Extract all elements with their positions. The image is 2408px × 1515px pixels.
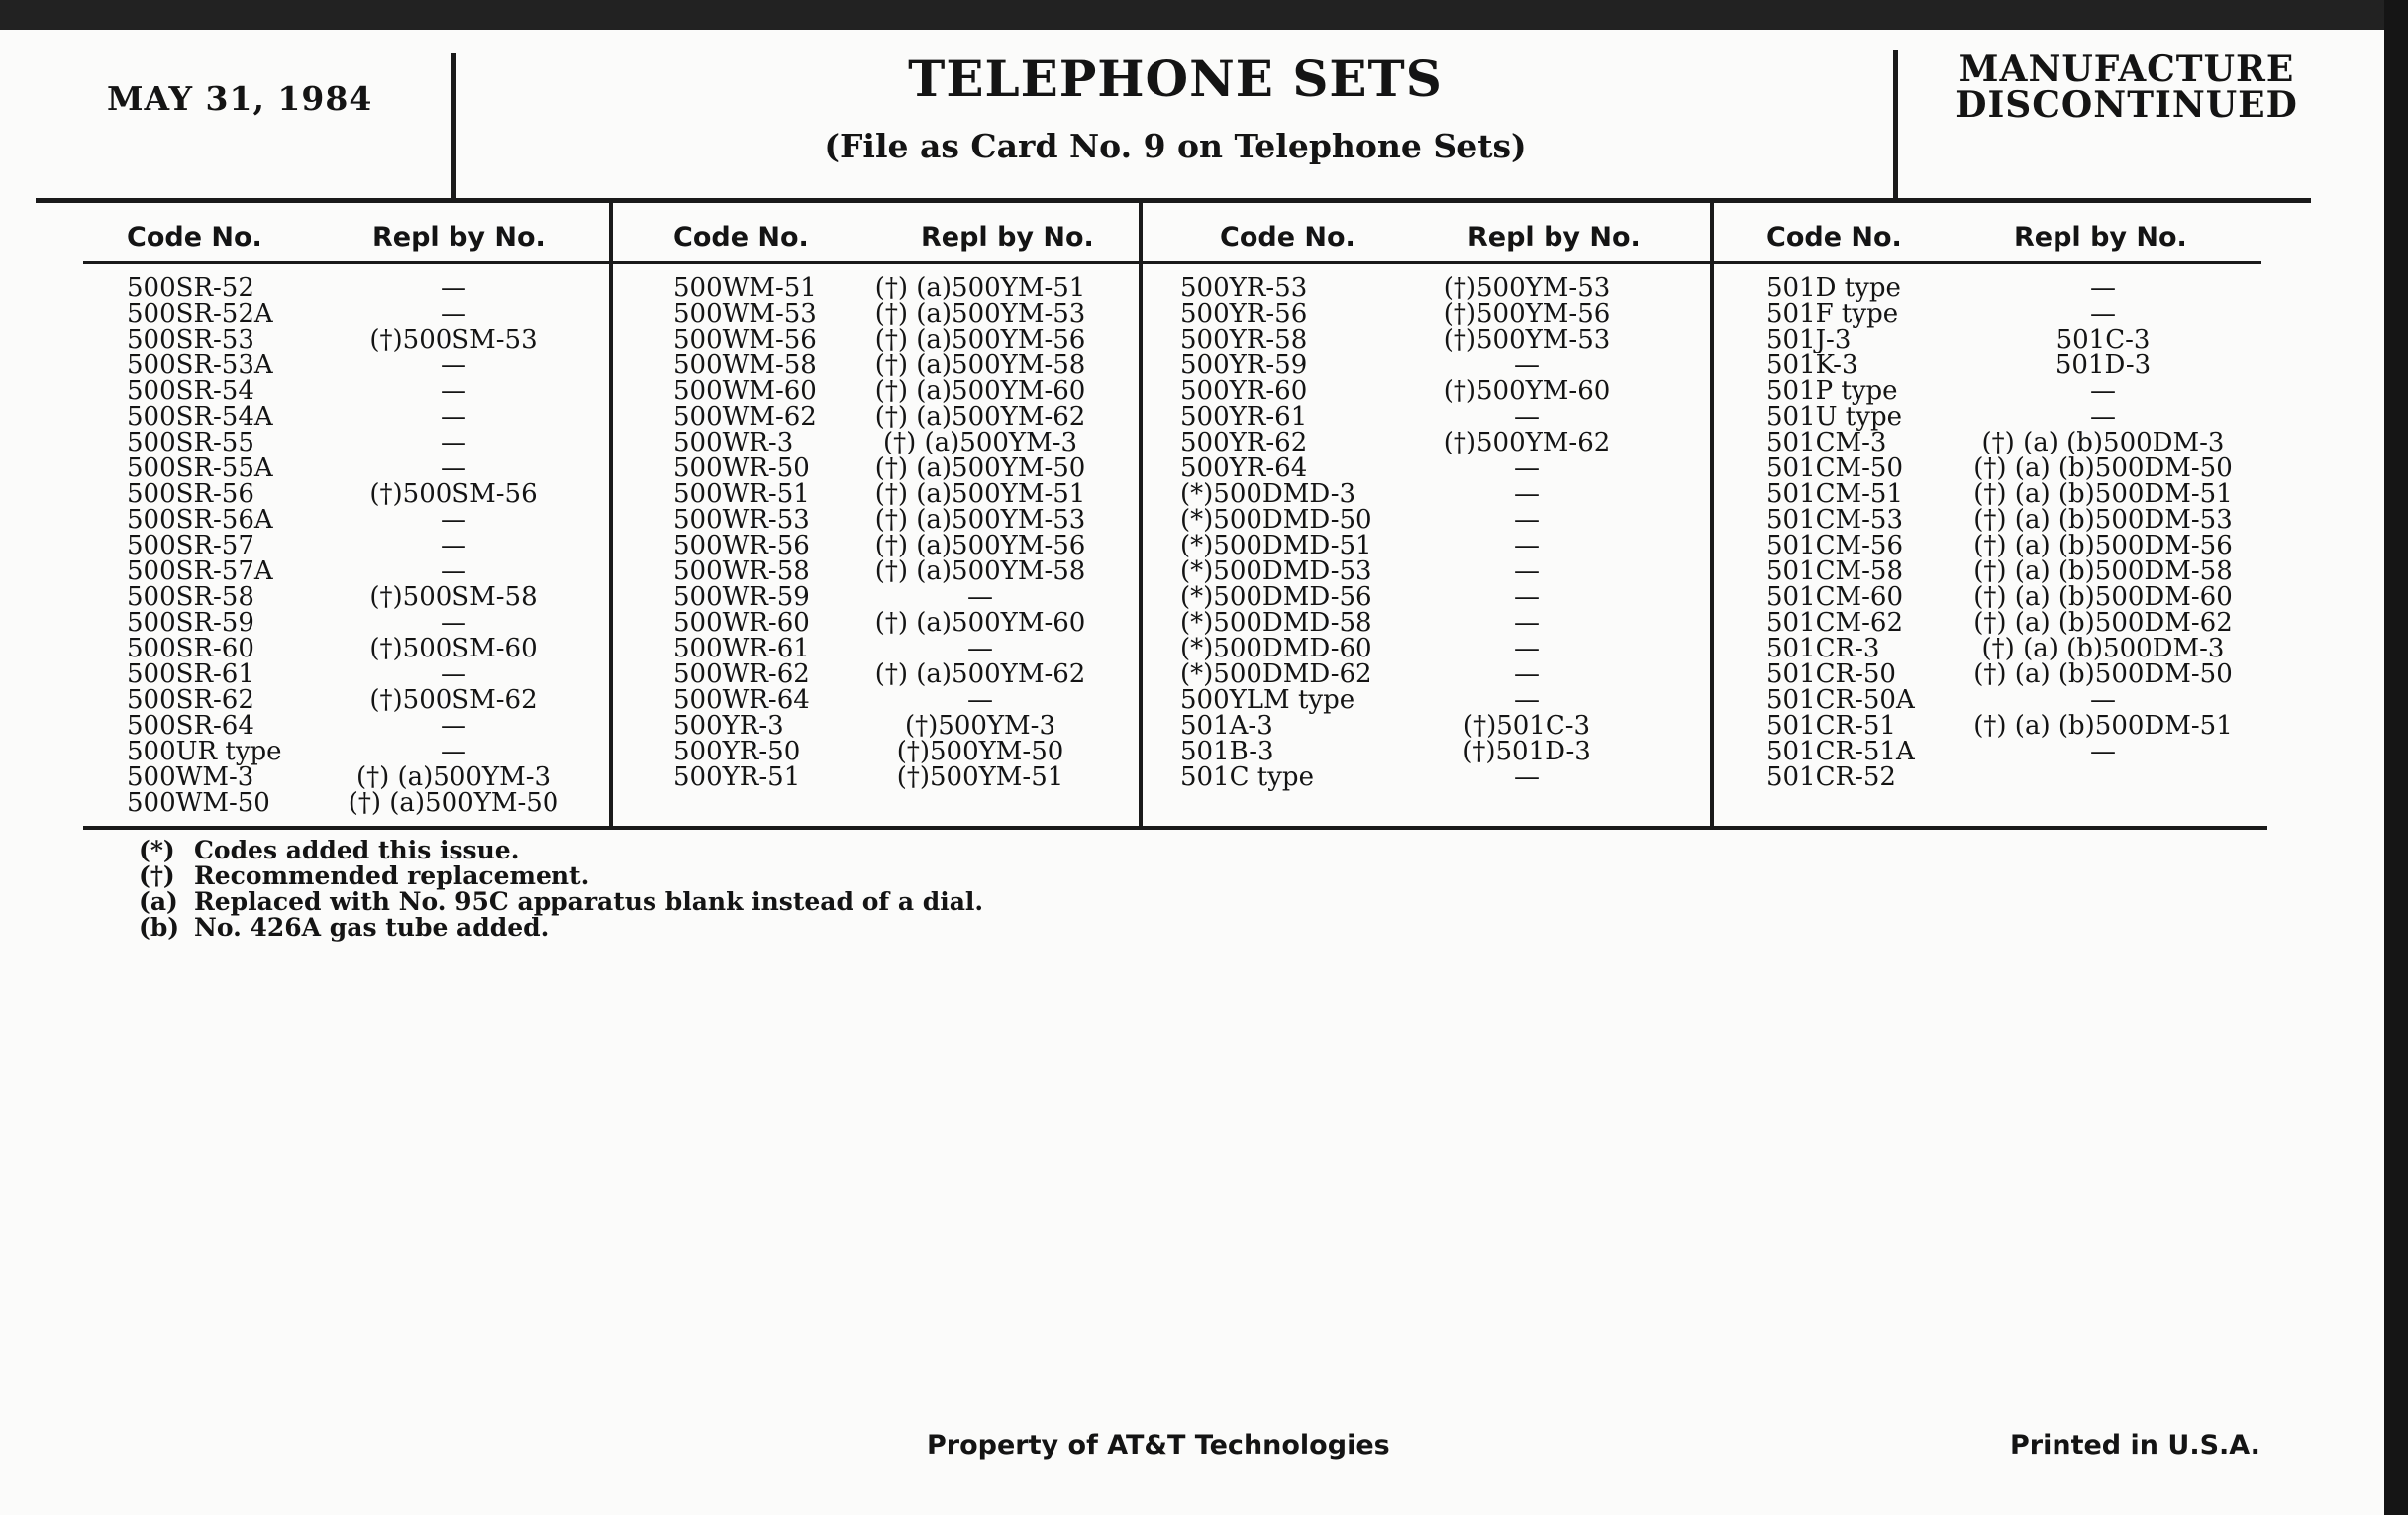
table-row [1766, 764, 2261, 790]
footnote-mark: (b) [139, 913, 180, 942]
code-cell: 500WR-56 [673, 531, 810, 560]
replacement-cell: (†) (a)500YM-62 [874, 659, 1086, 689]
header-divider-left [452, 53, 456, 202]
table-row [127, 404, 592, 430]
table-row [1180, 378, 1695, 404]
code-cell: (*)500DMD-56 [1180, 582, 1372, 612]
replacement-cell: (†) (a) (b)500DM-50 [1973, 454, 2233, 483]
footnote-mark: (†) [139, 861, 175, 890]
code-cell: 500YR-61 [1180, 402, 1308, 432]
replacement-cell: — [441, 273, 466, 303]
code-cell: 501CR-50 [1766, 659, 1896, 689]
table-row [127, 430, 592, 455]
footnote [139, 889, 983, 915]
table-row [673, 301, 1129, 327]
code-cell: 501CM-60 [1766, 582, 1904, 612]
table-row [1766, 533, 2261, 558]
footnote-text: Codes added this issue. [194, 836, 520, 864]
replacement-cell: (†)500YM-53 [1443, 325, 1611, 354]
table-row [1766, 610, 2261, 636]
replacement-cell: — [1514, 608, 1540, 638]
table-row [1766, 353, 2261, 378]
table-row [673, 455, 1129, 481]
table-row [127, 764, 592, 790]
col3-repl-header: Repl by No. [1467, 222, 1641, 252]
replacement-cell: (†) (a)500YM-58 [874, 351, 1086, 380]
table-row [673, 558, 1129, 584]
replacement-cell: — [441, 556, 466, 586]
table-bottom-rule [83, 826, 2267, 830]
table-row [127, 739, 592, 764]
replacement-cell: (†) (a) (b)500DM-51 [1973, 479, 2233, 509]
footnote-text: Recommended replacement. [194, 861, 590, 890]
code-cell: 501P type [1766, 376, 1898, 406]
table-row [673, 481, 1129, 507]
table-row [673, 353, 1129, 378]
replacement-cell: — [1514, 685, 1540, 715]
table-row [673, 378, 1129, 404]
replacement-cell: — [2090, 685, 2116, 715]
column-divider-1 [609, 202, 613, 826]
table-row [127, 507, 592, 533]
replacement-cell: — [967, 582, 993, 612]
table-row [127, 713, 592, 739]
code-cell: 500SR-56 [127, 479, 254, 509]
code-cell: 501CM-56 [1766, 531, 1904, 560]
table-row [1180, 404, 1695, 430]
code-cell: 501CM-3 [1766, 428, 1887, 457]
table-row [1766, 481, 2261, 507]
table-row [1766, 558, 2261, 584]
table-row [673, 327, 1129, 353]
replacement-cell: — [441, 737, 466, 766]
code-cell: 500WR-58 [673, 556, 810, 586]
replacement-cell: — [2090, 299, 2116, 329]
col1-code-header: Code No. [127, 222, 262, 252]
replacement-cell: — [967, 685, 993, 715]
table-row [1766, 404, 2261, 430]
table-row [1180, 739, 1695, 764]
table-row [1180, 636, 1695, 661]
table-row [127, 636, 592, 661]
replacement-cell: (†)500YM-60 [1443, 376, 1611, 406]
code-cell: 500YR-59 [1180, 351, 1308, 380]
replacement-cell: — [1514, 454, 1540, 483]
code-cell: 500SR-55 [127, 428, 254, 457]
code-cell: 500WR-59 [673, 582, 810, 612]
replacement-cell: — [1514, 531, 1540, 560]
replacement-cell: (†) (a) (b)500DM-3 [1981, 428, 2225, 457]
table-row [673, 584, 1129, 610]
table-column-3 [1180, 275, 1695, 790]
table-row [673, 275, 1129, 301]
code-cell: 500SR-53A [127, 351, 273, 380]
table-row [127, 327, 592, 353]
replacement-cell: (†)500YM-50 [896, 737, 1064, 766]
printed-notice: Printed in U.S.A. [2010, 1430, 2260, 1461]
document-title: TELEPHONE SETS [908, 50, 1443, 108]
code-cell: 500YR-56 [1180, 299, 1308, 329]
scan-border-top [0, 0, 2408, 30]
column-divider-2 [1139, 202, 1143, 826]
code-cell: 501F type [1766, 299, 1899, 329]
table-row [1180, 353, 1695, 378]
code-cell: 500WR-60 [673, 608, 810, 638]
table-row [1766, 378, 2261, 404]
replacement-cell: — [1514, 582, 1540, 612]
table-row [673, 687, 1129, 713]
column-header-rule [83, 261, 2261, 264]
code-cell: 501K-3 [1766, 351, 1858, 380]
code-cell: 501CM-50 [1766, 454, 1904, 483]
code-cell: 501CR-3 [1766, 634, 1880, 663]
code-cell: 501A-3 [1180, 711, 1273, 741]
code-cell: 500SR-52A [127, 299, 273, 329]
replacement-cell: — [441, 376, 466, 406]
table-row [1180, 430, 1695, 455]
table-row [673, 764, 1129, 790]
code-cell: 500SR-61 [127, 659, 254, 689]
table-row [673, 739, 1129, 764]
table-row [127, 661, 592, 687]
replacement-cell: — [441, 454, 466, 483]
code-cell: (*)500DMD-58 [1180, 608, 1372, 638]
code-cell: 500SR-52 [127, 273, 254, 303]
col4-repl-header: Repl by No. [2014, 222, 2187, 252]
code-cell: 500WM-3 [127, 762, 254, 792]
replacement-cell: (†)500SM-60 [369, 634, 538, 663]
replacement-cell: (†) (a) (b)500DM-50 [1973, 659, 2233, 689]
status-line-2: DISCONTINUED [1956, 84, 2298, 126]
table-row [1766, 713, 2261, 739]
replacement-cell: — [441, 505, 466, 535]
replacement-cell: — [1514, 659, 1540, 689]
table-row [1180, 507, 1695, 533]
code-cell: 500WR-3 [673, 428, 794, 457]
table-row [1766, 430, 2261, 455]
replacement-cell: — [1514, 479, 1540, 509]
replacement-cell: (†)500SM-56 [369, 479, 538, 509]
code-cell: 500WR-51 [673, 479, 810, 509]
table-row [673, 713, 1129, 739]
code-cell: (*)500DMD-62 [1180, 659, 1372, 689]
status-label [1893, 49, 2360, 126]
replacement-cell: (†) (a)500YM-56 [874, 531, 1086, 560]
code-cell: 500SR-62 [127, 685, 254, 715]
code-cell: 500YR-62 [1180, 428, 1308, 457]
code-cell: 500YR-51 [673, 762, 801, 792]
footnote [139, 915, 983, 941]
replacement-cell: (†) (a) (b)500DM-60 [1973, 582, 2233, 612]
footnote-mark: (a) [139, 887, 178, 916]
code-cell: 500SR-60 [127, 634, 254, 663]
code-cell: 500SR-57 [127, 531, 254, 560]
code-cell: 500WR-62 [673, 659, 810, 689]
code-cell: 501B-3 [1180, 737, 1274, 766]
code-cell: 500SR-58 [127, 582, 254, 612]
table-row [673, 533, 1129, 558]
replacement-cell: (†)500SM-53 [369, 325, 538, 354]
header-rule [36, 198, 2311, 203]
replacement-cell: — [1514, 402, 1540, 432]
code-cell: (*)500DMD-60 [1180, 634, 1372, 663]
code-cell: 500WM-58 [673, 351, 817, 380]
table-row [1180, 661, 1695, 687]
replacement-cell: (†)500SM-58 [369, 582, 538, 612]
table-row [127, 687, 592, 713]
footnotes [139, 838, 983, 941]
replacement-cell: (†)500YM-51 [896, 762, 1064, 792]
replacement-cell: — [1514, 505, 1540, 535]
replacement-cell: (†) (a) (b)500DM-58 [1973, 556, 2233, 586]
replacement-cell: (†) (a) (b)500DM-3 [1981, 634, 2225, 663]
table-row [127, 455, 592, 481]
replacement-cell: (†)500YM-3 [904, 711, 1056, 741]
table-row [1180, 455, 1695, 481]
table-row [1766, 661, 2261, 687]
code-cell: 500SR-55A [127, 454, 273, 483]
table-row [673, 661, 1129, 687]
code-cell: 501CR-51 [1766, 711, 1896, 741]
code-cell: 501CR-52 [1766, 762, 1896, 792]
code-cell: 501CM-51 [1766, 479, 1904, 509]
code-cell: 501J-3 [1766, 325, 1852, 354]
code-cell: 500YR-50 [673, 737, 801, 766]
replacement-cell: (†) (a)500YM-56 [874, 325, 1086, 354]
code-cell: 500WM-60 [673, 376, 817, 406]
replacement-cell: — [441, 428, 466, 457]
replacement-cell: — [1514, 556, 1540, 586]
table-row [673, 610, 1129, 636]
table-row [673, 636, 1129, 661]
replacement-cell: (†) (a)500YM-3 [882, 428, 1078, 457]
table-row [1766, 584, 2261, 610]
table-row [127, 481, 592, 507]
table-row [1766, 455, 2261, 481]
col2-repl-header: Repl by No. [921, 222, 1094, 252]
code-cell: 500WR-64 [673, 685, 810, 715]
replacement-cell: (†) (a) (b)500DM-51 [1973, 711, 2233, 741]
code-cell: 501CR-51A [1766, 737, 1915, 766]
table-row [1766, 327, 2261, 353]
replacement-cell: (†)500YM-53 [1443, 273, 1611, 303]
col1-repl-header: Repl by No. [372, 222, 546, 252]
replacement-cell: — [441, 531, 466, 560]
table-row [1180, 481, 1695, 507]
table-row [1180, 764, 1695, 790]
code-cell: 500SR-53 [127, 325, 254, 354]
table-row [1180, 713, 1695, 739]
code-cell: 500SR-59 [127, 608, 254, 638]
code-cell: 500YR-53 [1180, 273, 1308, 303]
code-cell: 500YLM type [1180, 685, 1355, 715]
replacement-cell: — [2090, 273, 2116, 303]
footnote [139, 838, 983, 863]
replacement-cell: (†) (a)500YM-50 [348, 788, 559, 818]
code-cell: 501U type [1766, 402, 1902, 432]
code-cell: 500YR-3 [673, 711, 784, 741]
code-cell: (*)500DMD-53 [1180, 556, 1372, 586]
footnote-mark: (*) [139, 836, 175, 864]
footnote-text: Replaced with No. 95C apparatus blank instead of a dial. [194, 887, 984, 916]
replacement-cell: (†) (a)500YM-58 [874, 556, 1086, 586]
table-row [1766, 739, 2261, 764]
code-cell: 500WM-50 [127, 788, 270, 818]
replacement-cell: (†)500YM-62 [1443, 428, 1611, 457]
table-row [673, 430, 1129, 455]
code-cell: 501CR-50A [1766, 685, 1915, 715]
code-cell: (*)500DMD-51 [1180, 531, 1372, 560]
code-cell: 500WR-61 [673, 634, 810, 663]
replacement-cell: (†) (a)500YM-60 [874, 376, 1086, 406]
code-cell: 500SR-57A [127, 556, 273, 586]
replacement-cell: (†) (a)500YM-62 [874, 402, 1086, 432]
code-cell: 501C type [1180, 762, 1314, 792]
replacement-cell: — [1514, 351, 1540, 380]
code-cell: 500SR-54 [127, 376, 254, 406]
code-cell: 500WM-56 [673, 325, 817, 354]
replacement-cell: (†) (a) (b)500DM-62 [1973, 608, 2233, 638]
code-cell: 501CM-58 [1766, 556, 1904, 586]
replacement-cell: — [1514, 762, 1540, 792]
footnote [139, 863, 983, 889]
replacement-cell: (†)500YM-56 [1443, 299, 1611, 329]
table-row [1766, 687, 2261, 713]
scan-border-right [2384, 0, 2408, 1515]
table-row [127, 610, 592, 636]
replacement-cell: (†) (a) (b)500DM-53 [1973, 505, 2233, 535]
replacement-cell: — [2090, 402, 2116, 432]
replacement-cell: — [441, 351, 466, 380]
replacement-cell: — [441, 659, 466, 689]
table-column-2 [673, 275, 1129, 790]
table-row [1180, 275, 1695, 301]
replacement-cell: (†) (a)500YM-53 [874, 299, 1086, 329]
status-line-1: MANUFACTURE [1958, 49, 2295, 90]
table-row [127, 533, 592, 558]
replacement-cell: — [441, 402, 466, 432]
replacement-cell: — [967, 634, 993, 663]
column-divider-3 [1710, 202, 1714, 826]
replacement-cell: (†)501D-3 [1462, 737, 1591, 766]
code-cell: 500YR-60 [1180, 376, 1308, 406]
code-cell: 500WM-53 [673, 299, 817, 329]
code-cell: 500SR-54A [127, 402, 273, 432]
code-cell: (*)500DMD-50 [1180, 505, 1372, 535]
code-cell: 500WM-62 [673, 402, 817, 432]
code-cell: 500WM-51 [673, 273, 817, 303]
replacement-cell: — [2090, 737, 2116, 766]
issue-date: MAY 31, 1984 [107, 79, 373, 118]
table-row [1766, 636, 2261, 661]
code-cell: (*)500DMD-3 [1180, 479, 1356, 509]
table-row [1180, 301, 1695, 327]
code-cell: 500YR-64 [1180, 454, 1308, 483]
table-row [1180, 610, 1695, 636]
replacement-cell: (†) (a)500YM-51 [874, 273, 1086, 303]
code-cell: 500SR-56A [127, 505, 273, 535]
code-cell: 500WR-50 [673, 454, 810, 483]
replacement-cell: (†) (a)500YM-53 [874, 505, 1086, 535]
code-cell: 500UR type [127, 737, 282, 766]
replacement-cell: (†) (a) (b)500DM-56 [1973, 531, 2233, 560]
col3-code-header: Code No. [1220, 222, 1355, 252]
table-row [127, 353, 592, 378]
table-column-1 [127, 275, 592, 816]
replacement-cell: (†) (a)500YM-60 [874, 608, 1086, 638]
col4-code-header: Code No. [1766, 222, 1902, 252]
replacement-cell: (†) (a)500YM-3 [355, 762, 552, 792]
table-row [673, 507, 1129, 533]
replacement-cell: (†)500SM-62 [369, 685, 538, 715]
replacement-cell: (†) (a)500YM-50 [874, 454, 1086, 483]
replacement-cell: — [441, 608, 466, 638]
code-cell: 501D type [1766, 273, 1901, 303]
table-row [1180, 327, 1695, 353]
table-row [127, 584, 592, 610]
document-subtitle: (File as Card No. 9 on Telephone Sets) [824, 127, 1527, 165]
table-row [1180, 584, 1695, 610]
table-row [1766, 507, 2261, 533]
table-row [1180, 533, 1695, 558]
table-row [1180, 558, 1695, 584]
table-row [673, 404, 1129, 430]
table-row [127, 558, 592, 584]
footnote-text: No. 426A gas tube added. [194, 913, 550, 942]
table-row [127, 790, 592, 816]
code-cell: 500SR-64 [127, 711, 254, 741]
table-row [127, 301, 592, 327]
table-row [1180, 687, 1695, 713]
replacement-cell: — [441, 711, 466, 741]
code-cell: 500YR-58 [1180, 325, 1308, 354]
replacement-cell: 501C-3 [2056, 325, 2151, 354]
table-row [1766, 301, 2261, 327]
replacement-cell: — [441, 299, 466, 329]
replacement-cell: (†) (a)500YM-51 [874, 479, 1086, 509]
table-row [1766, 275, 2261, 301]
replacement-cell: (†)501C-3 [1462, 711, 1591, 741]
code-cell: 500WR-53 [673, 505, 810, 535]
code-cell: 501CM-62 [1766, 608, 1904, 638]
table-row [127, 275, 592, 301]
replacement-cell: 501D-3 [2055, 351, 2152, 380]
replacement-cell: — [2090, 376, 2116, 406]
replacement-cell: — [1514, 634, 1540, 663]
table-row [127, 378, 592, 404]
property-notice: Property of AT&T Technologies [927, 1430, 1390, 1461]
table-column-4 [1766, 275, 2261, 790]
code-cell: 501CM-53 [1766, 505, 1904, 535]
col2-code-header: Code No. [673, 222, 809, 252]
